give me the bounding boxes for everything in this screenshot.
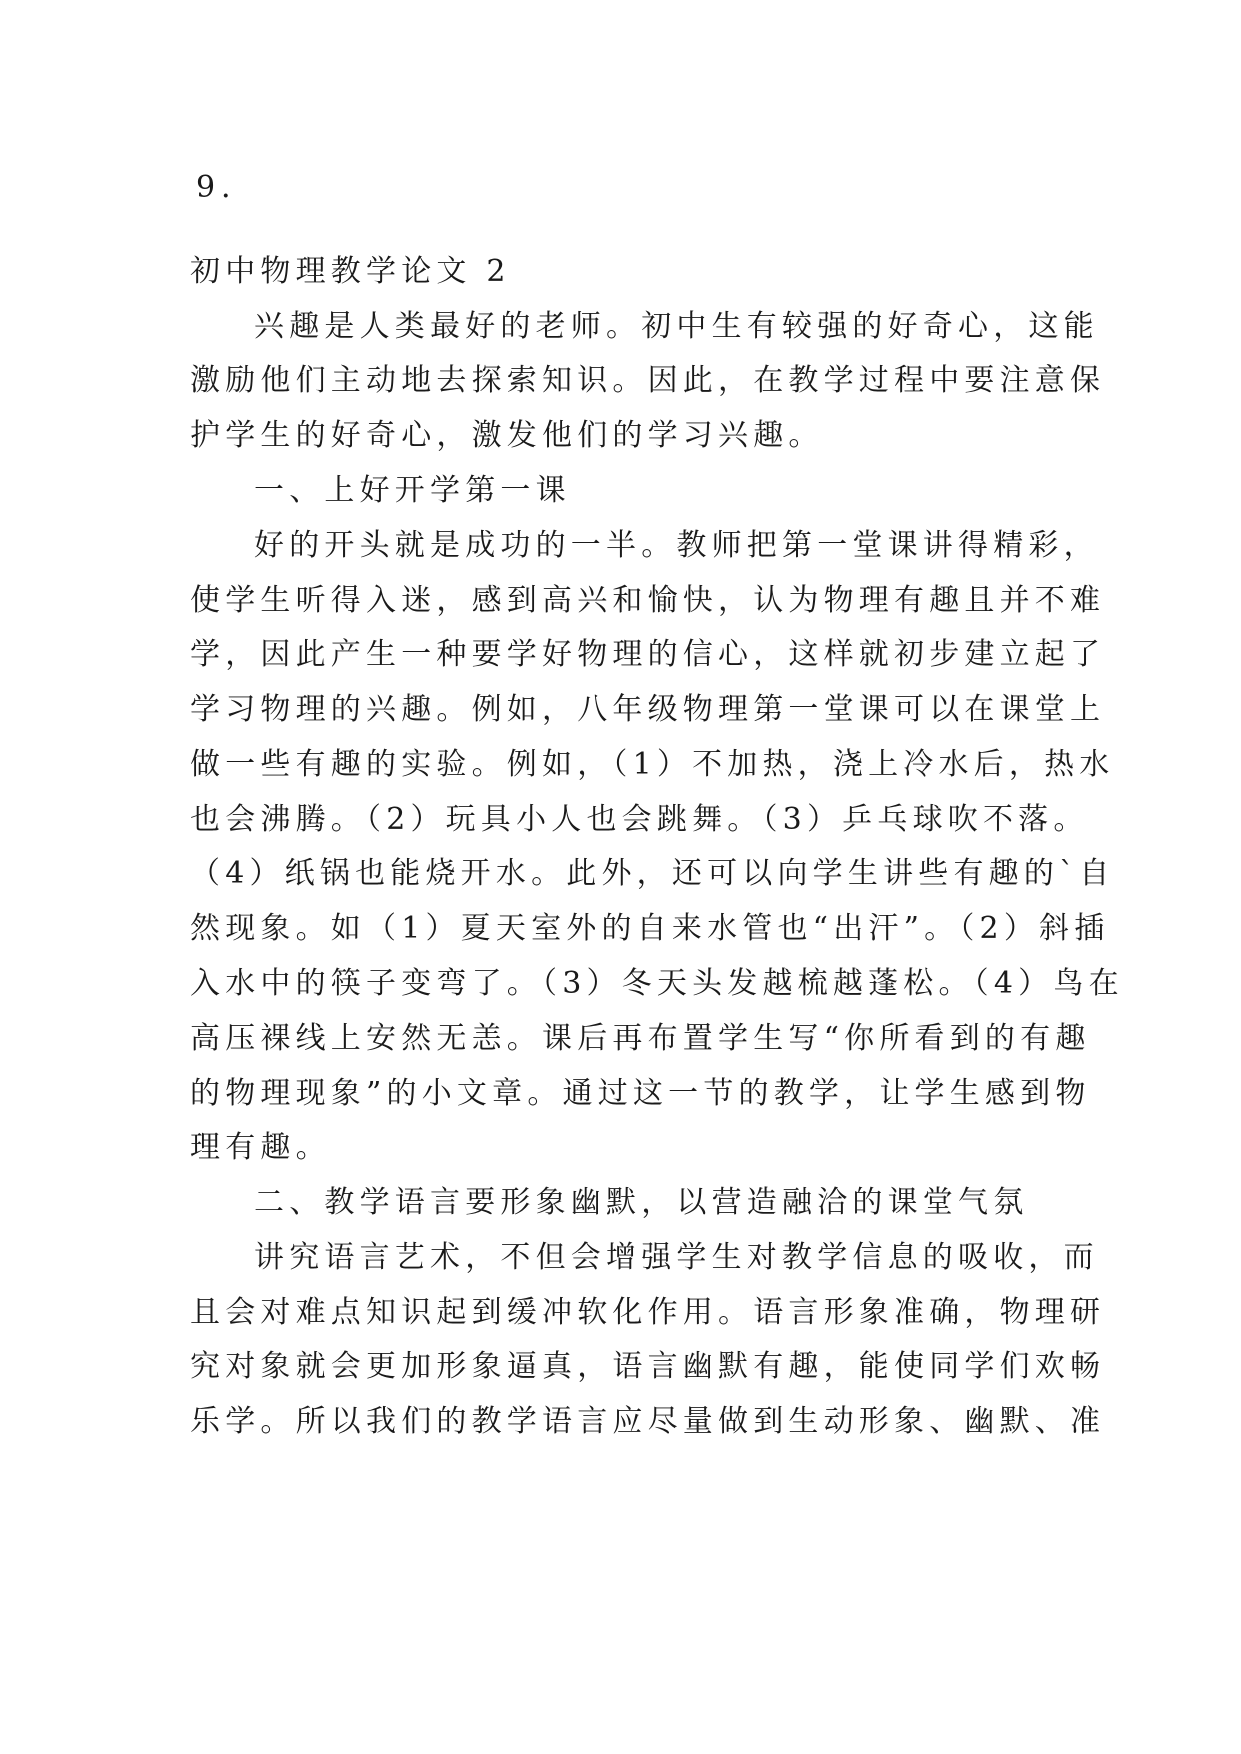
section-1-heading: 一、上好开学第一课 bbox=[254, 473, 571, 508]
page-marker: 9． bbox=[196, 170, 258, 205]
section-2-line-1: 讲究语言艺术，不但会增强学生对教学信息的吸收，而 bbox=[254, 1240, 1099, 1275]
section-1-line-4: 学习物理的兴趣。例如，八年级物理第一堂课可以在课堂上 bbox=[190, 692, 1106, 727]
article-title: 初中物理教学论文 2 bbox=[190, 254, 511, 289]
section-1-line-10: 高压裸线上安然无恙。课后再布置学生写“你所看到的有趣 bbox=[190, 1021, 1091, 1056]
section-1-line-2: 使学生听得入迷，感到高兴和愉快，认为物理有趣且并不难 bbox=[190, 583, 1106, 618]
section-1-line-3: 学，因此产生一种要学好物理的信心，这样就初步建立起了 bbox=[190, 637, 1106, 672]
section-2-line-3: 究对象就会更加形象逼真，语言幽默有趣，能使同学们欢畅 bbox=[190, 1349, 1106, 1384]
section-2-line-4: 乐学。所以我们的教学语言应尽量做到生动形象、幽默、准 bbox=[190, 1404, 1106, 1439]
section-1-line-9: 入水中的筷子变弯了。（3）冬天头发越梳越蓬松。（4）鸟在 bbox=[190, 966, 1124, 1001]
section-2-line-2: 且会对难点知识起到缓冲软化作用。语言形象准确，物理研 bbox=[190, 1295, 1106, 1330]
section-1-line-5: 做一些有趣的实验。例如，（1）不加热，浇上冷水后，热水 bbox=[190, 747, 1115, 782]
section-1-line-7: （4）纸锅也能烧开水。此外，还可以向学生讲些有趣的`自 bbox=[190, 856, 1115, 891]
intro-line-3: 护学生的好奇心，激发他们的学习兴趣。 bbox=[190, 418, 824, 453]
intro-line-2: 激励他们主动地去探索知识。因此，在教学过程中要注意保 bbox=[190, 363, 1106, 398]
section-1-line-11: 的物理现象”的小文章。通过这一节的教学，让学生感到物 bbox=[190, 1076, 1091, 1111]
section-1-line-8: 然现象。如（1）夏天室外的自来水管也“出汗”。（2）斜插 bbox=[190, 911, 1110, 946]
section-2-heading: 二、教学语言要形象幽默，以营造融洽的课堂气氛 bbox=[254, 1185, 1029, 1220]
section-1-line-6: 也会沸腾。（2）玩具小人也会跳舞。（3）乒乓球吹不落。 bbox=[190, 802, 1089, 837]
intro-line-1: 兴趣是人类最好的老师。初中生有较强的好奇心，这能 bbox=[254, 309, 1099, 344]
section-1-line-12: 理有趣。 bbox=[190, 1130, 331, 1165]
section-1-line-1: 好的开头就是成功的一半。教师把第一堂课讲得精彩， bbox=[254, 528, 1099, 563]
